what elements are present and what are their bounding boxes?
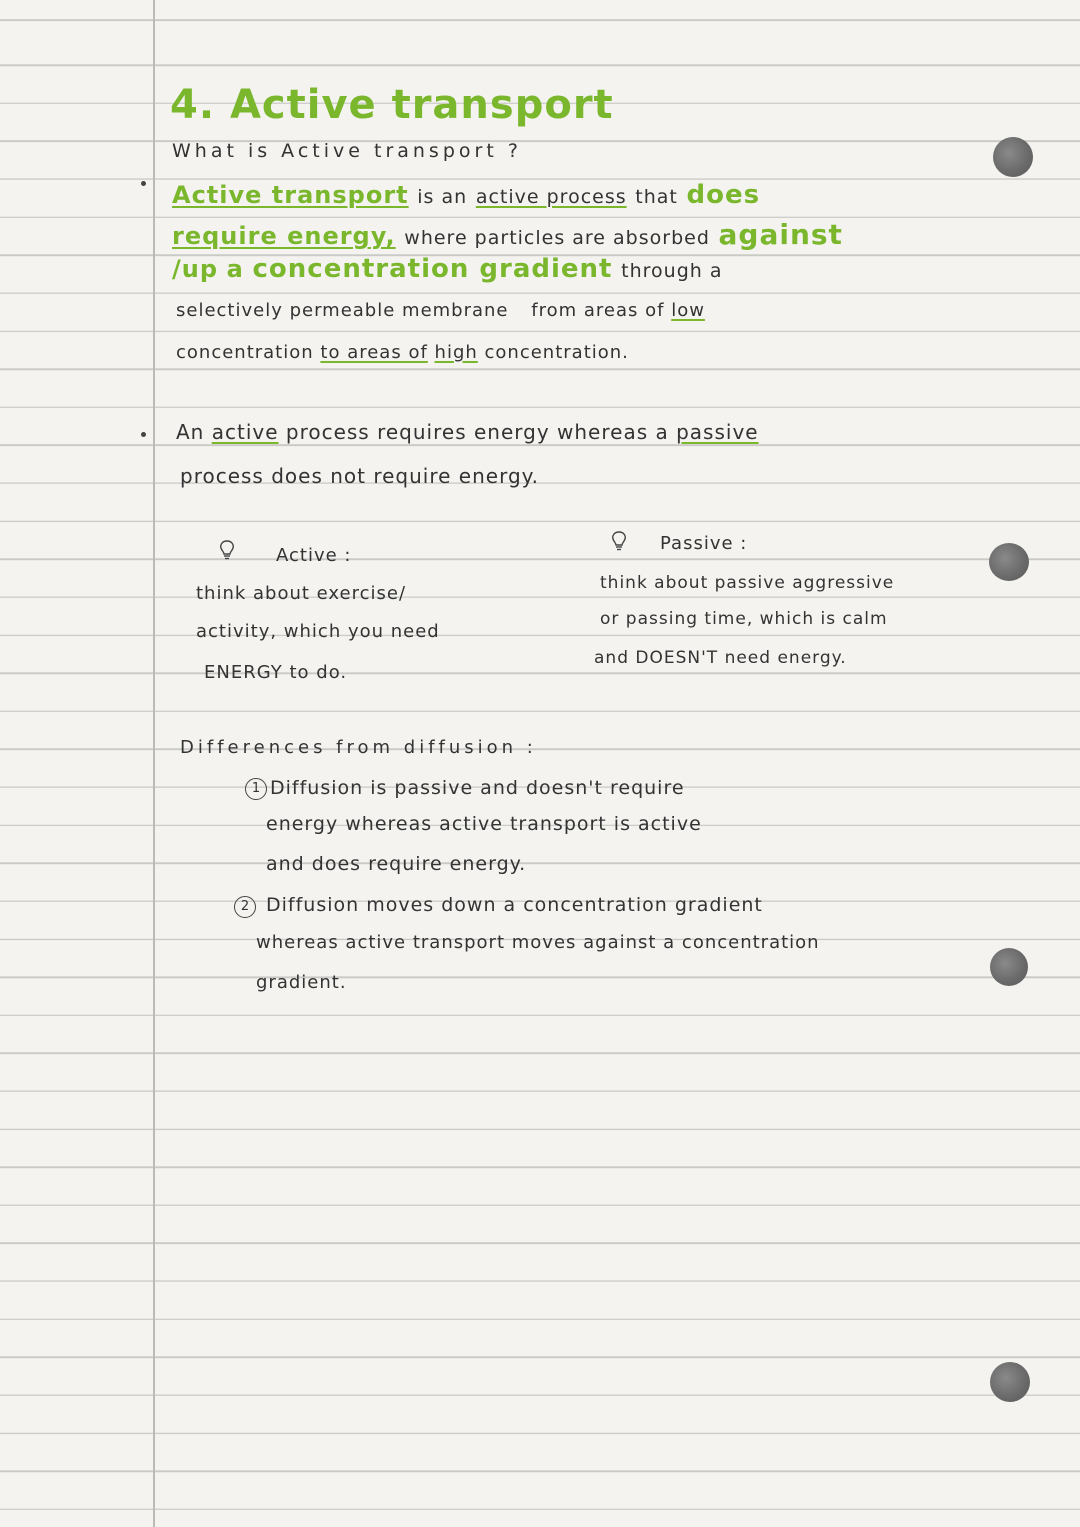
difference-1-line-2: energy whereas active transport is active xyxy=(266,813,702,835)
definition-line-5: concentration to areas of high concentration. xyxy=(176,342,629,363)
punch-hole xyxy=(990,948,1028,986)
lightbulb-icon xyxy=(610,531,628,551)
active-line-3: ENERGY to do. xyxy=(204,662,348,683)
bullet-dot xyxy=(141,181,146,186)
question-line: What is Active transport ? xyxy=(172,140,522,162)
passive-label: Passive : xyxy=(660,533,748,554)
difference-1-line-3: and does require energy. xyxy=(266,853,527,875)
comparison-line-1: An active process requires energy whereas a passive xyxy=(176,420,759,444)
difference-2-line-2: whereas active transport moves against a concentration xyxy=(256,932,820,953)
active-line-1: think about exercise/ xyxy=(196,583,407,604)
passive-line-1: think about passive aggressive xyxy=(600,573,895,593)
active-line-2: activity, which you need xyxy=(196,621,440,642)
difference-2-line-1: Diffusion moves down a concentration gradient xyxy=(266,894,763,916)
passive-line-2: or passing time, which is calm xyxy=(600,609,888,629)
passive-line-3: and DOESN'T need energy. xyxy=(594,648,847,668)
lightbulb-icon xyxy=(218,540,236,560)
item-number-1: 1 xyxy=(245,778,267,800)
item-number-2: 2 xyxy=(234,896,256,918)
margin-line xyxy=(153,0,155,1527)
punch-hole xyxy=(993,137,1033,177)
difference-1-line-1: Diffusion is passive and doesn't require xyxy=(270,777,685,799)
differences-heading: Differences from diffusion : xyxy=(180,737,537,758)
difference-2-line-3: gradient. xyxy=(256,972,347,993)
punch-hole xyxy=(990,1362,1030,1402)
definition-line-2: require energy, where particles are absorbed against xyxy=(172,218,843,251)
comparison-line-2: process does not require energy. xyxy=(180,464,539,488)
definition-line-1: Active transport is an active process that does xyxy=(172,180,761,210)
definition-line-4: selectively permeable membrane from areas of low xyxy=(176,300,705,321)
bullet-dot xyxy=(141,432,146,437)
punch-hole xyxy=(989,543,1029,581)
page-title: 4. Active transport xyxy=(170,82,614,128)
term-active-transport: Active transport xyxy=(172,181,409,209)
definition-line-3: /up a concentration gradient through a xyxy=(172,254,723,284)
active-label: Active : xyxy=(276,545,352,566)
